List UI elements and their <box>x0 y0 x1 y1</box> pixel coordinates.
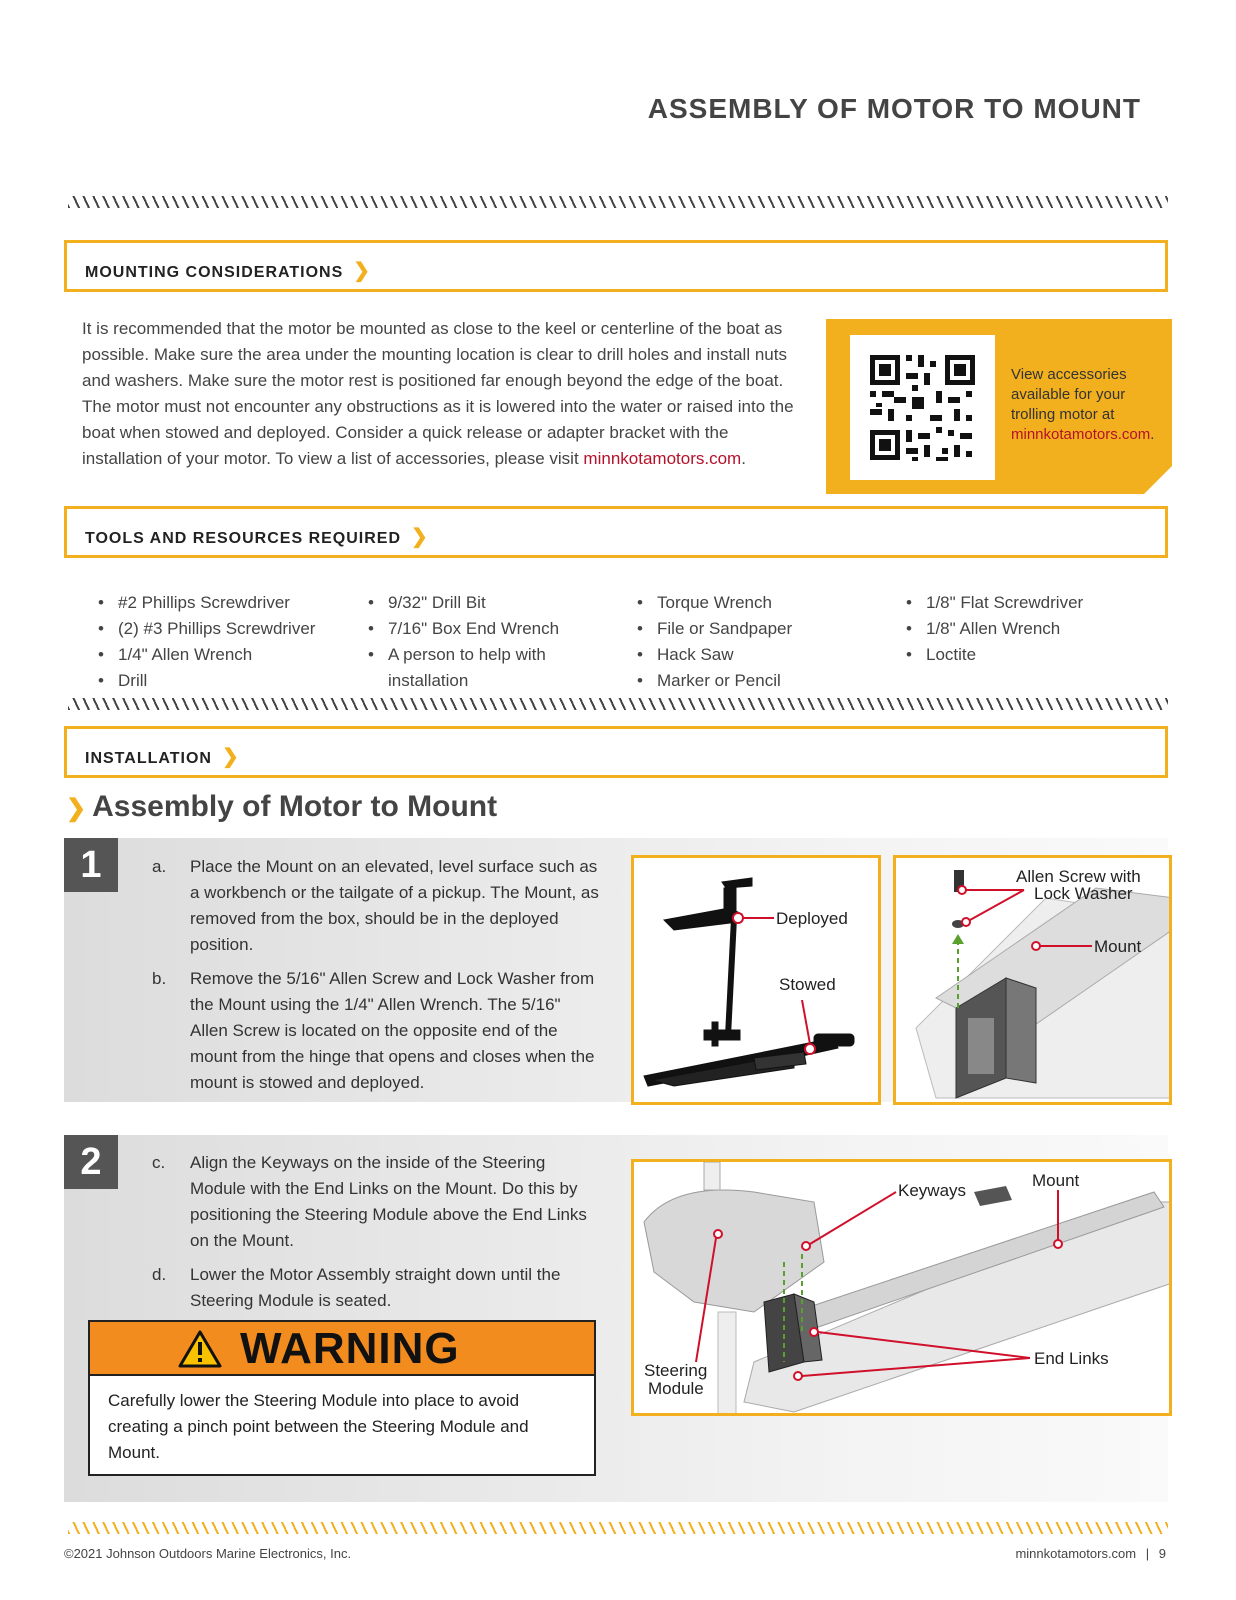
divider-top <box>68 196 1168 208</box>
qr-code-icon <box>850 335 995 480</box>
chevron-right-icon: ❯ <box>353 260 372 282</box>
list-item: • Marker or Pencil <box>637 668 887 694</box>
mounting-body <box>82 316 802 472</box>
label-allen-screw: Allen Screw with <box>1016 867 1141 886</box>
tools-col-3 <box>637 590 887 694</box>
list-item: • Drill <box>98 668 358 694</box>
list-item: • #2 Phillips Screwdriver <box>98 590 358 616</box>
steering-module-illustration <box>634 1162 1172 1416</box>
figure-allen-screw <box>893 855 1172 1105</box>
warning-text: Carefully lower the Steering Module into place to avoid creating a pinch point between the Steering Module and Mount. <box>108 1391 529 1462</box>
list-item: • 1/8" Allen Wrench <box>906 616 1156 642</box>
list-item: • 9/32" Drill Bit <box>368 590 588 616</box>
label-stowed: Stowed <box>779 975 836 994</box>
list-item <box>152 1262 602 1314</box>
chevron-right-icon: ❯ <box>411 526 429 548</box>
step-1-instructions <box>152 854 602 1104</box>
item-letter: c. <box>152 1153 166 1172</box>
mounting-considerations-header <box>64 240 1168 292</box>
qr-caption-text: View accessories available for your trolling motor at <box>1011 366 1127 423</box>
item-letter: a. <box>152 857 167 876</box>
page-number: 9 <box>1158 1546 1166 1561</box>
motor-illustration <box>634 858 881 1105</box>
warning-box <box>88 1320 596 1476</box>
item-text: Align the Keyways on the inside of the Steering Module with the End Links on the Mount. Do this by positioning the Steering Module above the End Links on the Mount. <box>190 1153 587 1250</box>
qr-code[interactable] <box>850 335 995 480</box>
tools-header <box>64 506 1168 558</box>
qr-link[interactable]: minnkotamotors.com <box>1011 426 1151 443</box>
tools-col-2 <box>368 590 588 694</box>
label-end-links: End Links <box>1034 1349 1109 1368</box>
list-item: • File or Sandpaper <box>637 616 887 642</box>
accessories-link[interactable]: minnkotamotors.com <box>583 449 742 468</box>
list-item: • Hack Saw <box>637 642 887 668</box>
mount-illustration <box>896 858 1172 1105</box>
list-item: • 1/4" Allen Wrench <box>98 642 358 668</box>
label-mount: Mount <box>1032 1171 1080 1190</box>
item-text: Place the Mount on an elevated, level surface such as a workbench or the tailgate of a pickup. The Mount, as removed from the box, should be in the deployed position. <box>190 857 599 954</box>
warning-title: WARNING <box>240 1324 460 1373</box>
mounting-heading: MOUNTING CONSIDERATIONS <box>85 264 344 281</box>
copyright: ©2021 Johnson Outdoors Marine Electronics, Inc. <box>64 1546 352 1561</box>
section-title <box>66 790 497 824</box>
tools-col-4 <box>906 590 1156 668</box>
list-item: • A person to help with installation <box>368 642 588 694</box>
page-title: ASSEMBLY OF MOTOR TO MOUNT <box>647 93 1141 124</box>
item-letter: b. <box>152 969 167 988</box>
divider-bottom <box>68 1522 1168 1534</box>
list-item <box>152 854 602 958</box>
step-1-number: 1 <box>64 838 118 892</box>
list-item: • 1/8" Flat Screwdriver <box>906 590 1156 616</box>
label-steering: Steering <box>644 1361 708 1380</box>
list-item: • Loctite <box>906 642 1156 668</box>
footer-separator: | <box>1145 1546 1150 1561</box>
chevron-right-icon: ❯ <box>221 746 240 768</box>
mounting-paragraph: It is recommended that the motor be mounted as close to the keel or centerline of the boat as possible. Make sure the area under the mounting location is clear to drill holes and install nuts and washers. Make sure the motor rest is positioned far enough beyond the edge of the boat. The motor must not encounter any obstructions as it is lowered into the water or raised into the boat when stowed and deployed. Consider a quick release or adapter bracket with the installation of your motor. To view a list of accessories, please visit <box>82 319 794 468</box>
step-2-number: 2 <box>64 1135 118 1189</box>
item-text: Lower the Motor Assembly straight down until the Steering Module is seated. <box>190 1265 561 1310</box>
figure-keyways <box>631 1159 1172 1416</box>
tools-col-1 <box>98 590 358 694</box>
list-item: • 7/16" Box End Wrench <box>368 616 588 642</box>
installation-header <box>64 726 1168 778</box>
footer-site[interactable]: minnkotamotors.com <box>1015 1546 1137 1561</box>
installation-heading: INSTALLATION <box>85 750 212 767</box>
warning-triangle-icon <box>178 1330 222 1368</box>
step-2-instructions <box>152 1150 602 1322</box>
divider-middle <box>68 698 1168 710</box>
list-item: • (2) #3 Phillips Screwdriver <box>98 616 358 642</box>
warning-header <box>90 1322 594 1376</box>
qr-panel <box>826 319 1172 494</box>
list-item: • Torque Wrench <box>637 590 887 616</box>
list-item <box>152 1150 602 1254</box>
label-lock-washer: Lock Washer <box>1034 884 1133 903</box>
footer-right <box>1015 1546 1166 1561</box>
figure-deployed-stowed <box>631 855 881 1105</box>
item-letter: d. <box>152 1265 167 1284</box>
label-deployed: Deployed <box>776 909 848 928</box>
item-text: Remove the 5/16" Allen Screw and Lock Washer from the Mount using the 1/4" Allen Wrench. The 5/16" Allen Screw is located on the opposite end of the mount from the hinge that opens and closes when the mount is stowed and deployed. <box>190 969 595 1092</box>
tools-heading: TOOLS AND RESOURCES REQUIRED <box>85 530 402 547</box>
panel-corner <box>1144 466 1172 494</box>
chevron-right-icon: ❯ <box>66 795 87 822</box>
label-mount: Mount <box>1094 937 1142 956</box>
section-title-text: Assembly of Motor to Mount <box>92 790 498 823</box>
qr-caption <box>1011 365 1169 445</box>
list-item <box>152 966 602 1096</box>
label-module: Module <box>648 1379 704 1398</box>
link-suffix: . <box>741 449 746 468</box>
label-keyways: Keyways <box>898 1181 967 1200</box>
qr-link-suffix: . <box>1150 426 1155 443</box>
